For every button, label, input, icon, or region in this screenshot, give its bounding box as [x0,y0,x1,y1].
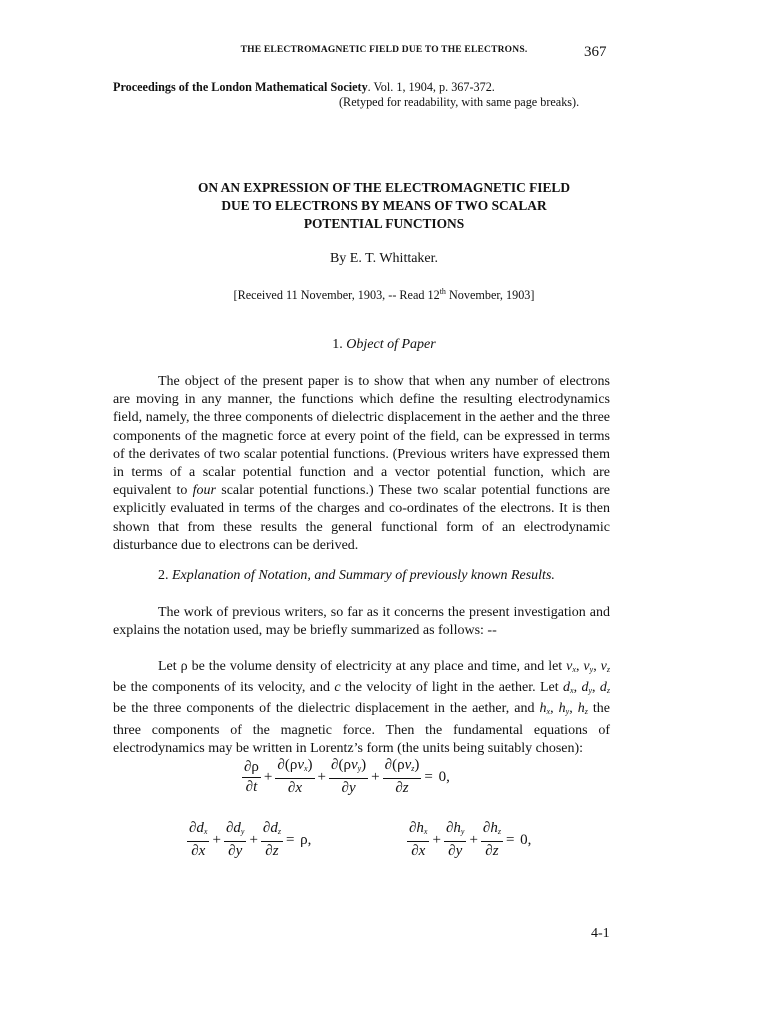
fraction: $\frac{\partial d_x}{\partial x}$ [189,820,208,859]
section-2-heading: 2. Explanation of Notation, and Summary of previously known Results. [158,568,555,583]
fraction: $\frac{\partial h_z}{\partial z}$ [482,820,501,859]
title-line: ON AN EXPRESSION OF THE ELECTROMAGNETIC FIELD [197,180,571,195]
byline: By E. T. Whittaker. [329,251,439,266]
fraction: $\frac{\partial\rho}{\partial t}$ [244,758,259,795]
section-2-paragraph-1: The work of previous writers, so far as it concerns the present investigation and explains the notation used, may be briefly summarized as follows: -- [113,605,610,639]
equation-continuity: $\frac{\partial\rho}{\partial t}$ + $\frac{\partial(\rho v_x)}{\partial x}$ + $\frac{\partial(\rho v_y)}{\partial y}$ + $\frac{\partial(\rho v_z)}{\partial z}$ = 0, [244,757,450,796]
citation-details: . Vol. 1, 1904, p. 367-372. [367,80,495,94]
fraction: $\frac{\partial(\rho v_y)}{\partial y}$ [331,757,367,796]
section-1-heading: 1. Object of Paper [332,337,436,352]
retyped-note: (Retyped for readability, with same page breaks). [339,95,580,109]
page-number: 367 [584,44,607,60]
title-line: POTENTIAL FUNCTIONS [303,216,465,231]
fraction: $\frac{\partial(\rho v_x)}{\partial x}$ [277,757,313,796]
citation [113,80,633,95]
fraction: $\frac{\partial h_y}{\partial y}$ [445,820,465,859]
fraction: $\frac{\partial d_z}{\partial z}$ [262,820,281,859]
fraction: $\frac{\partial(\rho v_z)}{\partial z}$ [384,757,420,796]
equation-divergence-h: $\frac{\partial h_x}{\partial x}$ + $\frac{\partial h_y}{\partial y}$ + $\frac{\partial h_z}{\partial z}$ = 0, [409,820,532,859]
received-date: [Received 11 November, 1903, -- Read 12th November, 1903] [233,287,535,303]
footer-page-label: 4-1 [591,926,610,941]
paper-title [0,179,768,233]
fraction: $\frac{\partial d_y}{\partial y}$ [225,820,245,859]
section-1-paragraph: The object of the present paper is to show that when any number of electrons are moving in any manner, the functions which define the resulting electrodynamics field, namely, the three components of dielectric displacement in the aether and the three components of the magnetic force at every point of the field, can be expressed in terms of the derivates of two scalar potential functions. (Previous writers have expressed them in terms of a scalar potential function and a vector potential function, which are equivalent to four scalar potential functions.) These two scalar potential functions are explicitly evaluated in terms of the charges and co-ordinates of the electrons. It is then shown that from these results the general functional form of an electrodynamic disturbance due to electrons can be derived. [113,374,611,553]
section-2-paragraph-2: Let ρ be the volume density of electricity at any place and time, and let $v_x$, $v_y$, $v_z$ be the components of its velocity, and c the velocity of light in the aether. Let $d_x$, $d_y$, $d_z$ be the three components of the dielectric displacement in the aether, and $h_x$, $h_y$, $h_z$ the three components of the magnetic force. Then the fundamental equations of electrodynamics may be written in Lorentz’s form (the units being suitably chosen): [113,659,611,756]
running-head: THE ELECTROMAGNETIC FIELD DUE TO THE ELECTRONS. [240,45,528,55]
title-line: DUE TO ELECTRONS BY MEANS OF TWO SCALAR [221,198,547,213]
equation-divergence-d: $\frac{\partial d_x}{\partial x}$ + $\frac{\partial d_y}{\partial y}$ + $\frac{\partial d_z}{\partial z}$ = ρ, [189,820,312,859]
fraction: $\frac{\partial h_x}{\partial x}$ [409,820,428,859]
journal-name: Proceedings of the London Mathematical Society [113,80,368,94]
